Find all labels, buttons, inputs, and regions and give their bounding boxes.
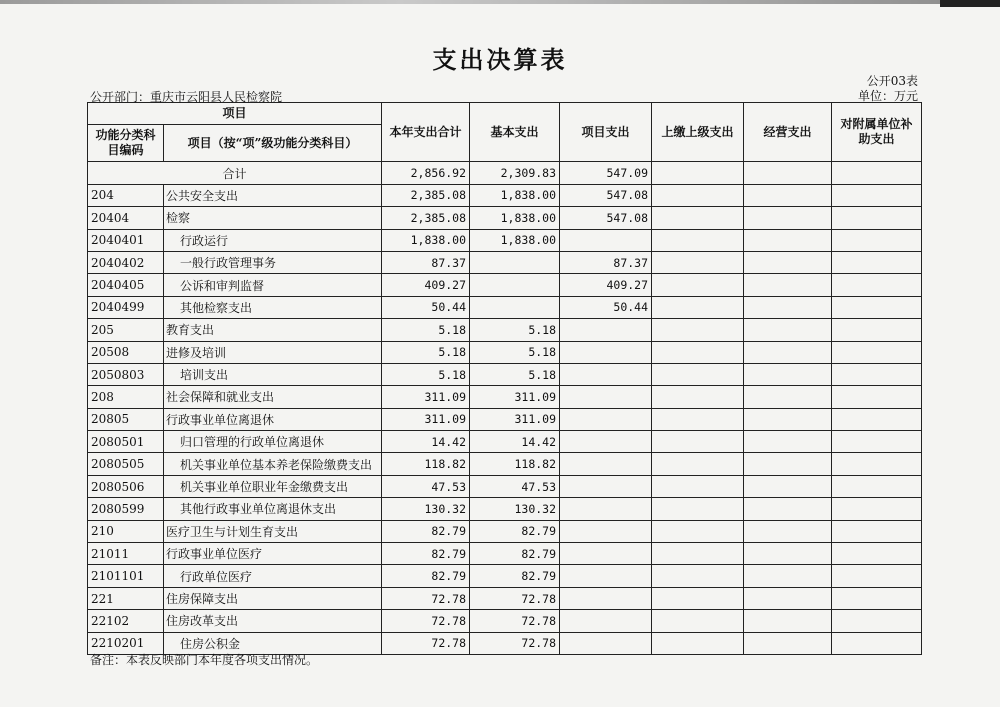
- row-business: [744, 610, 832, 632]
- row-code: 20404: [88, 207, 164, 229]
- meta-right: [858, 74, 918, 104]
- row-name: 其他行政事业单位离退休支出: [164, 498, 382, 520]
- row-upper: [652, 543, 744, 565]
- row-basic: [470, 251, 560, 273]
- row-total: 47.53: [382, 475, 470, 497]
- row-business: [744, 229, 832, 251]
- row-total: 118.82: [382, 453, 470, 475]
- row-subsidy: [832, 543, 922, 565]
- row-name: 归口管理的行政单位离退休: [164, 431, 382, 453]
- total-project: 547.09: [560, 162, 652, 184]
- row-upper: [652, 274, 744, 296]
- row-total: 5.18: [382, 363, 470, 385]
- row-code: 21011: [88, 543, 164, 565]
- row-subsidy: [832, 184, 922, 206]
- row-basic: 311.09: [470, 408, 560, 430]
- row-upper: [652, 386, 744, 408]
- row-code: 208: [88, 386, 164, 408]
- row-upper: [652, 431, 744, 453]
- row-project: [560, 363, 652, 385]
- row-total: 1,838.00: [382, 229, 470, 251]
- row-code: 2040405: [88, 274, 164, 296]
- header-upper: 上缴上级支出: [652, 103, 744, 162]
- row-business: [744, 408, 832, 430]
- row-name: 进修及培训: [164, 341, 382, 363]
- expenditure-table: [87, 102, 922, 655]
- row-project: [560, 610, 652, 632]
- row-project: [560, 341, 652, 363]
- row-total: 72.78: [382, 587, 470, 609]
- table-row: [88, 341, 922, 363]
- total-subsidy: [832, 162, 922, 184]
- row-upper: [652, 251, 744, 273]
- total-label: 合计: [88, 162, 382, 184]
- department-label: 公开部门：重庆市云阳县人民检察院: [90, 90, 283, 104]
- row-business: [744, 587, 832, 609]
- row-total: 130.32: [382, 498, 470, 520]
- row-upper: [652, 296, 744, 318]
- row-name: 行政运行: [164, 229, 382, 251]
- row-business: [744, 184, 832, 206]
- row-project: 87.37: [560, 251, 652, 273]
- row-business: [744, 475, 832, 497]
- row-subsidy: [832, 475, 922, 497]
- row-name: 住房改革支出: [164, 610, 382, 632]
- row-total: 82.79: [382, 565, 470, 587]
- row-code: 2080599: [88, 498, 164, 520]
- header-item-group: 项目: [88, 103, 382, 125]
- row-basic: 72.78: [470, 632, 560, 654]
- row-code: 2210201: [88, 632, 164, 654]
- row-code: 2050803: [88, 363, 164, 385]
- row-subsidy: [832, 386, 922, 408]
- table-row: [88, 498, 922, 520]
- table-row: [88, 475, 922, 497]
- row-basic: 72.78: [470, 587, 560, 609]
- row-code: 2080505: [88, 453, 164, 475]
- row-project: [560, 498, 652, 520]
- row-name: 培训支出: [164, 363, 382, 385]
- row-total: 82.79: [382, 543, 470, 565]
- total-business: [744, 162, 832, 184]
- row-name: 行政事业单位离退休: [164, 408, 382, 430]
- table-row: [88, 408, 922, 430]
- row-business: [744, 296, 832, 318]
- row-upper: [652, 207, 744, 229]
- row-upper: [652, 520, 744, 542]
- row-business: [744, 565, 832, 587]
- row-subsidy: [832, 610, 922, 632]
- row-business: [744, 251, 832, 273]
- row-upper: [652, 610, 744, 632]
- table-row: [88, 184, 922, 206]
- row-business: [744, 319, 832, 341]
- table-row: [88, 431, 922, 453]
- table-row: [88, 296, 922, 318]
- row-basic: 82.79: [470, 543, 560, 565]
- row-business: [744, 498, 832, 520]
- table-row: [88, 274, 922, 296]
- row-subsidy: [832, 207, 922, 229]
- row-code: 22102: [88, 610, 164, 632]
- row-total: 87.37: [382, 251, 470, 273]
- row-subsidy: [832, 274, 922, 296]
- row-project: [560, 319, 652, 341]
- row-business: [744, 207, 832, 229]
- row-name: 其他检察支出: [164, 296, 382, 318]
- footnote: 备注：本表反映部门本年度各项支出情况。: [90, 653, 319, 667]
- table-row: [88, 363, 922, 385]
- row-project: [560, 386, 652, 408]
- row-name: 检察: [164, 207, 382, 229]
- row-business: [744, 386, 832, 408]
- row-business: [744, 431, 832, 453]
- scan-edge: [0, 0, 1000, 4]
- row-basic: 118.82: [470, 453, 560, 475]
- row-subsidy: [832, 453, 922, 475]
- row-upper: [652, 498, 744, 520]
- row-name: 住房保障支出: [164, 587, 382, 609]
- row-subsidy: [832, 229, 922, 251]
- page-title: 支出决算表: [432, 45, 568, 74]
- row-business: [744, 341, 832, 363]
- row-code: 210: [88, 520, 164, 542]
- header-basic: 基本支出: [470, 103, 560, 162]
- total-basic: 2,309.83: [470, 162, 560, 184]
- row-business: [744, 274, 832, 296]
- total-row: [88, 162, 922, 184]
- form-code: 公开03表: [866, 74, 918, 88]
- total-upper: [652, 162, 744, 184]
- total-total: 2,856.92: [382, 162, 470, 184]
- row-project: [560, 475, 652, 497]
- row-subsidy: [832, 520, 922, 542]
- table-row: [88, 386, 922, 408]
- row-subsidy: [832, 319, 922, 341]
- row-basic: 1,838.00: [470, 207, 560, 229]
- table-row: [88, 319, 922, 341]
- row-business: [744, 520, 832, 542]
- row-total: 82.79: [382, 520, 470, 542]
- row-name: 社会保障和就业支出: [164, 386, 382, 408]
- row-total: 5.18: [382, 319, 470, 341]
- table-row: [88, 207, 922, 229]
- header-subsidy: 对附属单位补助支出: [832, 103, 922, 162]
- row-name: 机关事业单位职业年金缴费支出: [164, 475, 382, 497]
- row-basic: 1,838.00: [470, 184, 560, 206]
- row-name: 机关事业单位基本养老保险缴费支出: [164, 453, 382, 475]
- row-project: 547.08: [560, 207, 652, 229]
- row-subsidy: [832, 565, 922, 587]
- row-total: 14.42: [382, 431, 470, 453]
- row-code: 2040402: [88, 251, 164, 273]
- table-row: [88, 610, 922, 632]
- table-row: [88, 520, 922, 542]
- row-total: 72.78: [382, 610, 470, 632]
- row-code: 2080501: [88, 431, 164, 453]
- row-subsidy: [832, 251, 922, 273]
- row-project: [560, 453, 652, 475]
- row-basic: [470, 296, 560, 318]
- row-name: 公诉和审判监督: [164, 274, 382, 296]
- table-row: [88, 229, 922, 251]
- row-project: [560, 543, 652, 565]
- row-business: [744, 543, 832, 565]
- row-upper: [652, 632, 744, 654]
- row-code: 204: [88, 184, 164, 206]
- row-upper: [652, 341, 744, 363]
- scan-mark: [940, 0, 1000, 7]
- row-name: 医疗卫生与计划生育支出: [164, 520, 382, 542]
- row-code: 20508: [88, 341, 164, 363]
- row-basic: 5.18: [470, 319, 560, 341]
- row-total: 2,385.08: [382, 207, 470, 229]
- row-name: 一般行政管理事务: [164, 251, 382, 273]
- row-basic: 14.42: [470, 431, 560, 453]
- row-basic: 311.09: [470, 386, 560, 408]
- row-upper: [652, 565, 744, 587]
- table-row: [88, 543, 922, 565]
- row-project: [560, 587, 652, 609]
- table-row: [88, 587, 922, 609]
- row-basic: 5.18: [470, 363, 560, 385]
- row-subsidy: [832, 587, 922, 609]
- row-subsidy: [832, 431, 922, 453]
- row-upper: [652, 319, 744, 341]
- row-business: [744, 632, 832, 654]
- row-name: 行政事业单位医疗: [164, 543, 382, 565]
- unit-label: 单位：万元: [857, 89, 918, 103]
- header-total: 本年支出合计: [382, 103, 470, 162]
- row-name: 住房公积金: [164, 632, 382, 654]
- row-basic: 82.79: [470, 520, 560, 542]
- row-total: 2,385.08: [382, 184, 470, 206]
- row-upper: [652, 408, 744, 430]
- row-subsidy: [832, 498, 922, 520]
- row-total: 311.09: [382, 386, 470, 408]
- row-subsidy: [832, 632, 922, 654]
- row-subsidy: [832, 408, 922, 430]
- row-subsidy: [832, 341, 922, 363]
- row-basic: 72.78: [470, 610, 560, 632]
- row-upper: [652, 229, 744, 251]
- row-business: [744, 453, 832, 475]
- row-code: 205: [88, 319, 164, 341]
- row-project: [560, 632, 652, 654]
- row-total: 72.78: [382, 632, 470, 654]
- row-code: 2101101: [88, 565, 164, 587]
- row-basic: 5.18: [470, 341, 560, 363]
- row-code: 2040401: [88, 229, 164, 251]
- row-project: [560, 431, 652, 453]
- table-row: [88, 251, 922, 273]
- header-code: 功能分类科目编码: [88, 125, 164, 162]
- row-project: [560, 565, 652, 587]
- row-name: 公共安全支出: [164, 184, 382, 206]
- row-project: 547.08: [560, 184, 652, 206]
- row-project: [560, 408, 652, 430]
- row-basic: 47.53: [470, 475, 560, 497]
- row-name: 行政单位医疗: [164, 565, 382, 587]
- table-row: [88, 453, 922, 475]
- row-basic: 82.79: [470, 565, 560, 587]
- row-total: 5.18: [382, 341, 470, 363]
- header-project: 项目支出: [560, 103, 652, 162]
- row-subsidy: [832, 363, 922, 385]
- row-total: 409.27: [382, 274, 470, 296]
- row-basic: [470, 274, 560, 296]
- row-upper: [652, 475, 744, 497]
- row-code: 2080506: [88, 475, 164, 497]
- header-name: 项目（按“项”级功能分类科目）: [164, 125, 382, 162]
- row-subsidy: [832, 296, 922, 318]
- row-code: 2040499: [88, 296, 164, 318]
- row-total: 311.09: [382, 408, 470, 430]
- row-project: [560, 520, 652, 542]
- row-upper: [652, 587, 744, 609]
- row-code: 20805: [88, 408, 164, 430]
- row-upper: [652, 363, 744, 385]
- row-project: 50.44: [560, 296, 652, 318]
- header-business: 经营支出: [744, 103, 832, 162]
- row-total: 50.44: [382, 296, 470, 318]
- row-upper: [652, 453, 744, 475]
- row-name: 教育支出: [164, 319, 382, 341]
- row-basic: 1,838.00: [470, 229, 560, 251]
- row-basic: 130.32: [470, 498, 560, 520]
- row-project: [560, 229, 652, 251]
- table-row: [88, 565, 922, 587]
- row-project: 409.27: [560, 274, 652, 296]
- row-business: [744, 363, 832, 385]
- row-code: 221: [88, 587, 164, 609]
- row-upper: [652, 184, 744, 206]
